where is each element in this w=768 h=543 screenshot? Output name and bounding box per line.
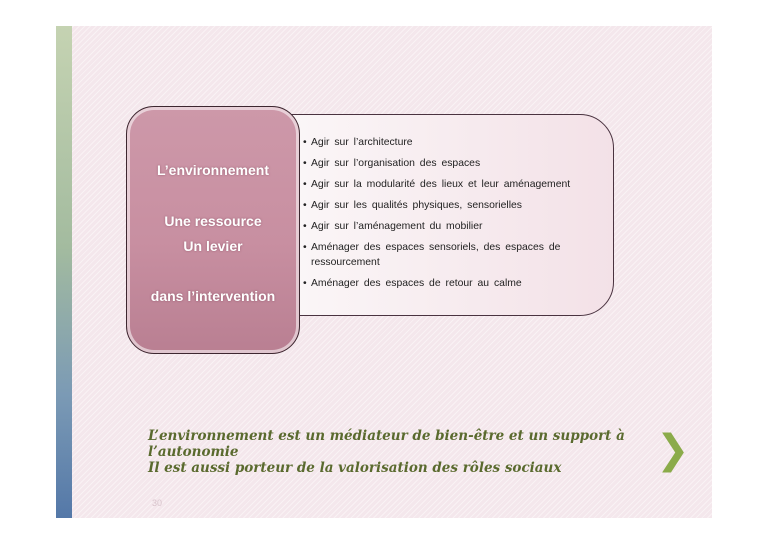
bullet-box bbox=[282, 114, 614, 316]
bullet-text: Agir sur l’organisation des espaces bbox=[311, 158, 481, 169]
slide bbox=[56, 26, 712, 518]
bullet-dot-icon: • bbox=[303, 179, 307, 190]
list-item bbox=[303, 240, 603, 270]
bullet-dot-icon: • bbox=[303, 137, 307, 148]
conclusion-line: l’autonomie bbox=[148, 444, 239, 460]
topic-title: L’environnement bbox=[156, 162, 270, 178]
topic-line-ressource: Une ressource bbox=[164, 213, 262, 229]
bullet-dot-icon: • bbox=[303, 278, 307, 289]
next-chevron-icon[interactable]: ❯ bbox=[656, 427, 690, 473]
bullet-text: Agir sur la modularité des lieux et leur aménagement bbox=[311, 179, 571, 190]
topic-box bbox=[126, 106, 300, 354]
bullet-dot-icon: • bbox=[303, 221, 307, 232]
list-item bbox=[303, 198, 603, 213]
conclusion-text bbox=[148, 428, 658, 476]
topic-line-intervention: dans l’intervention bbox=[150, 288, 276, 304]
list-item bbox=[303, 156, 603, 171]
side-accent-bar bbox=[56, 26, 72, 518]
bullet-text: Agir sur l’architecture bbox=[311, 137, 413, 148]
list-item bbox=[303, 135, 603, 150]
conclusion-line: L’environnement est un médiateur de bien-être et un support à bbox=[148, 428, 625, 444]
bullet-text: Aménager des espaces de retour au calme bbox=[311, 278, 522, 289]
page-number: 30 bbox=[152, 498, 163, 508]
list-item bbox=[303, 276, 603, 291]
bullet-list bbox=[303, 135, 603, 297]
bullet-dot-icon: • bbox=[303, 200, 307, 211]
bullet-text: Aménager des espaces sensoriels, des espaces de ressourcement bbox=[311, 242, 561, 268]
topic-line-levier: Un levier bbox=[183, 238, 243, 254]
conclusion-line: Il est aussi porteur de la valorisation des rôles sociaux bbox=[148, 460, 562, 476]
bullet-text: Agir sur l’aménagement du mobilier bbox=[311, 221, 483, 232]
bullet-text: Agir sur les qualités physiques, sensorielles bbox=[311, 200, 522, 211]
bullet-dot-icon: • bbox=[303, 242, 307, 253]
list-item bbox=[303, 219, 603, 234]
bullet-dot-icon: • bbox=[303, 158, 307, 169]
list-item bbox=[303, 177, 603, 192]
